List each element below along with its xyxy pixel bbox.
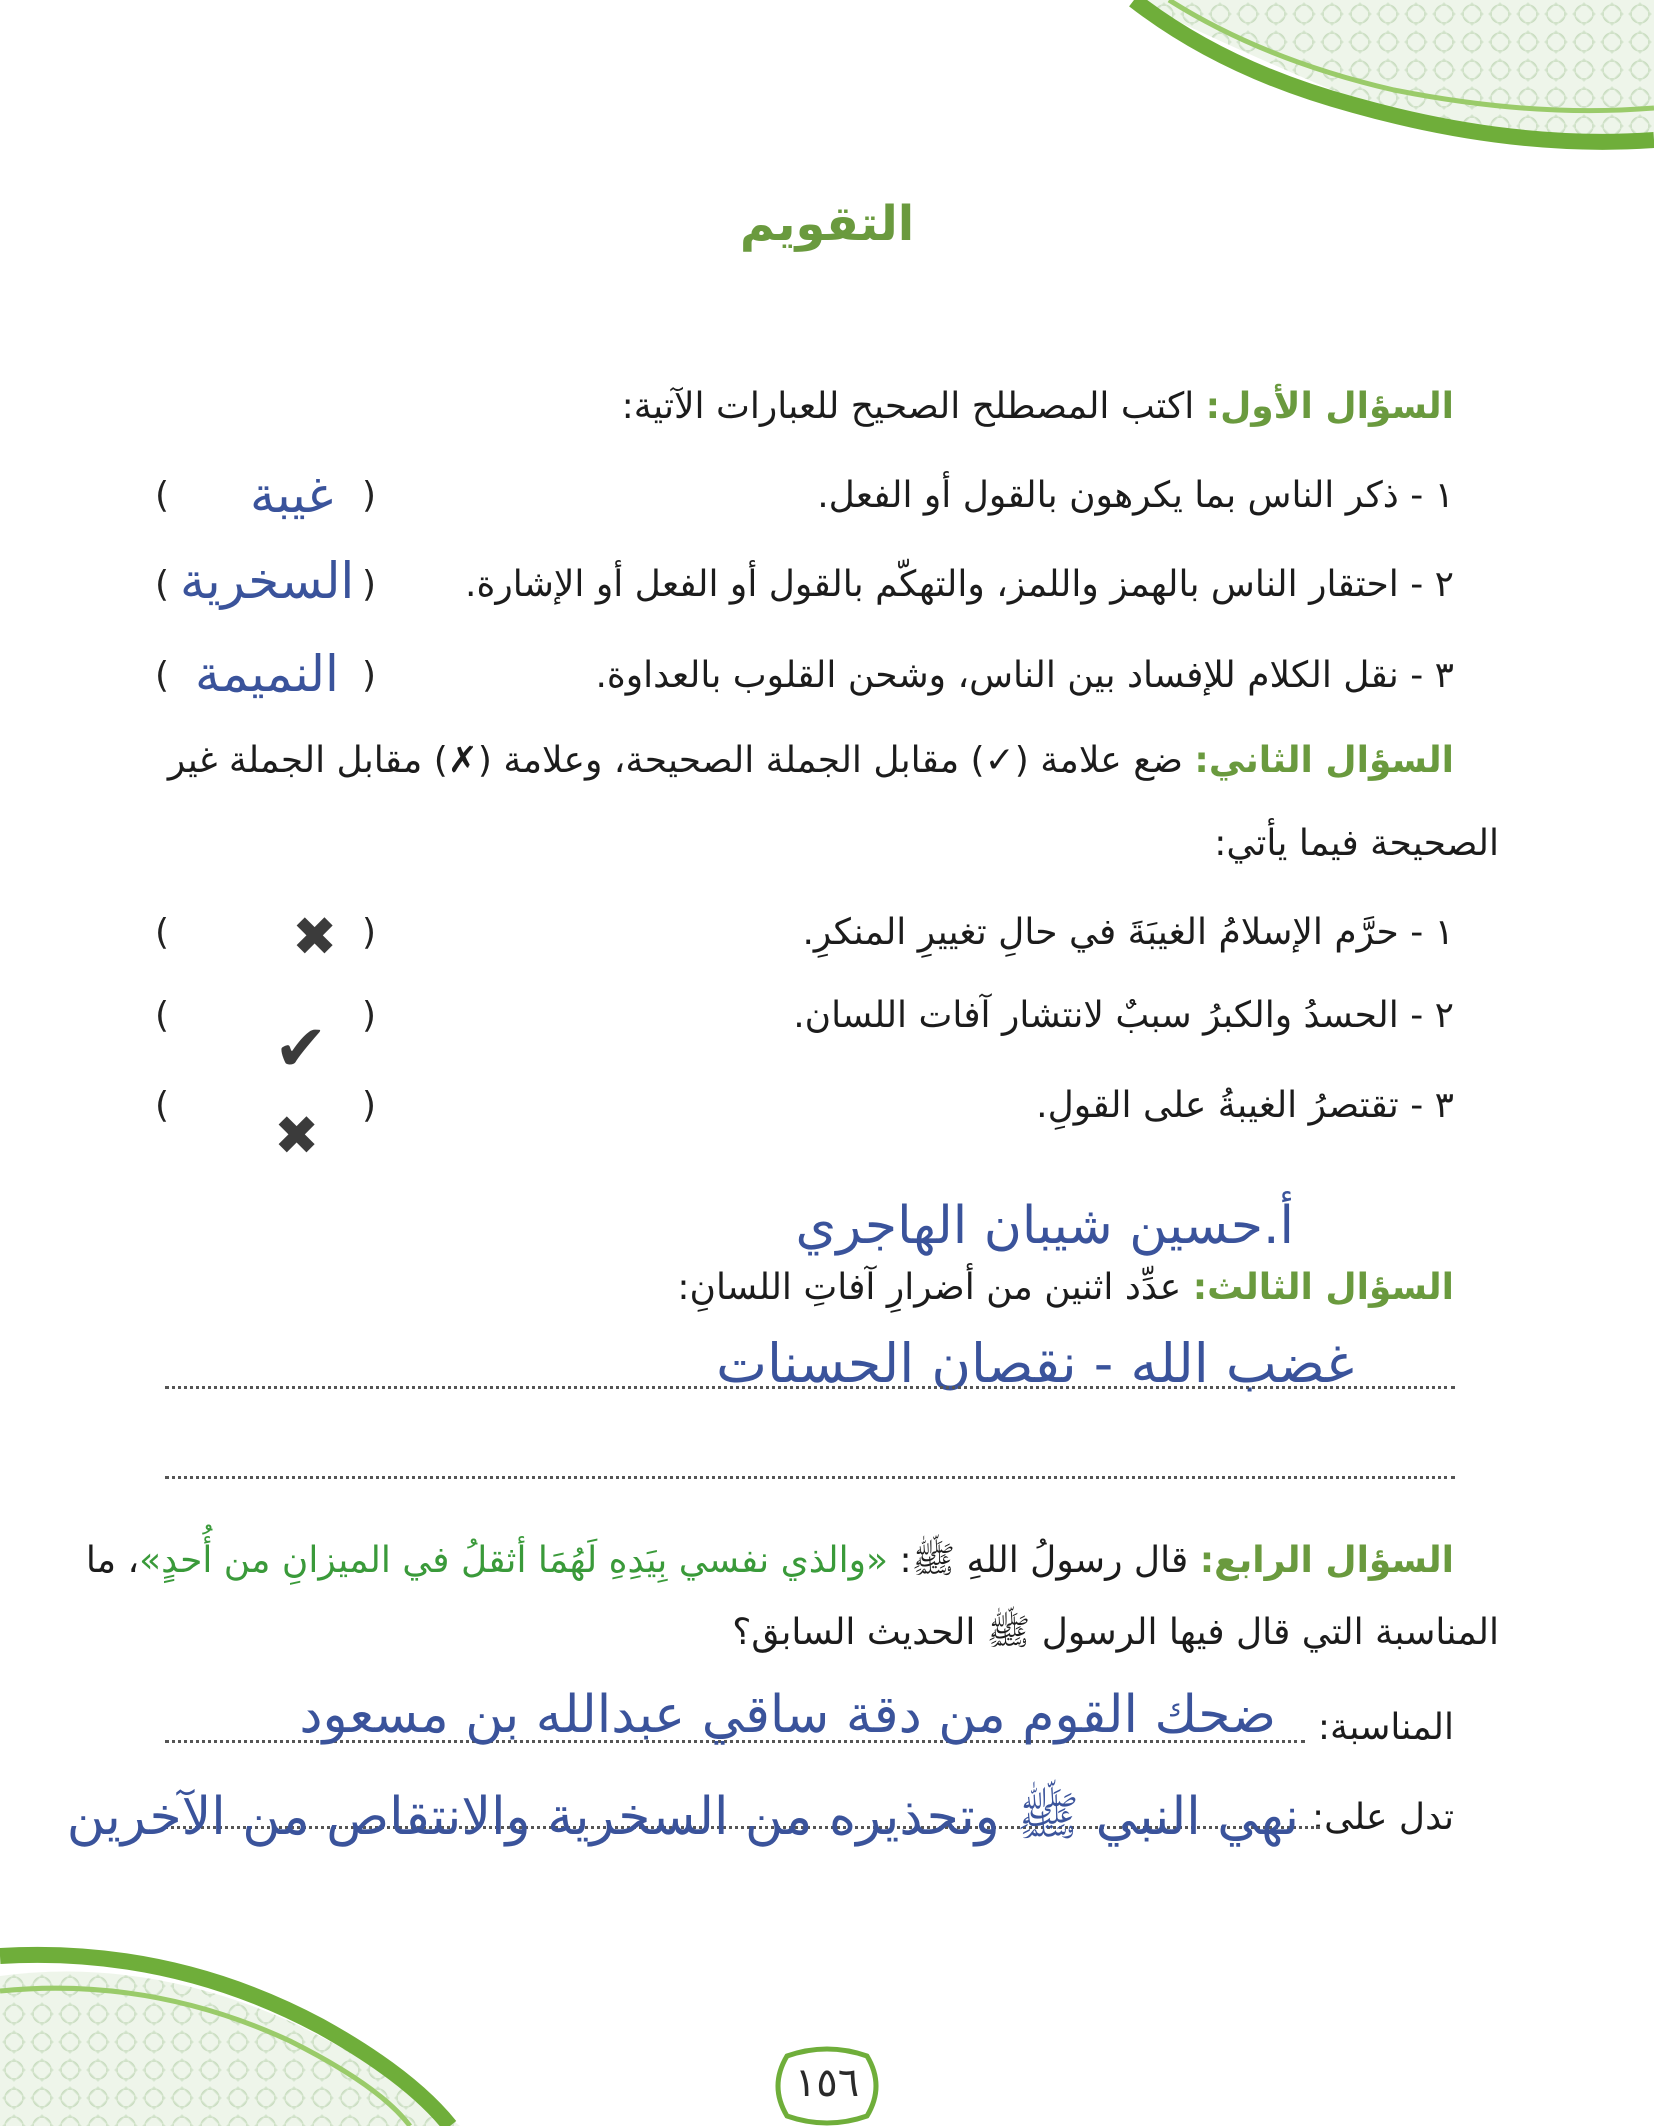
question-1 (622, 386, 1454, 427)
paren-close: ) (155, 564, 170, 605)
paren-open: ( (362, 564, 377, 605)
top-corner-decoration (1094, 0, 1654, 200)
occasion-answer: ضحك القوم من دقة ساقي عبدالله بن مسعود (299, 1685, 1276, 1745)
question-4-label: السؤال الرابع: (1199, 1540, 1454, 1581)
question-2 (168, 740, 1454, 781)
hadith-quote: «والذي نفسي بِيَدِهِ لَهُمَا أثقلُ في الميزانِ من أُحدٍ» (139, 1540, 889, 1581)
question-1-label: السؤال الأول: (1205, 386, 1454, 427)
question-1-text: اكتب المصطلح الصحيح للعبارات الآتية: (621, 386, 1195, 427)
paren-open: ( (362, 655, 377, 696)
q2-mark-2-check-icon: ✔ (274, 1012, 328, 1086)
occasion-label: المناسبة: (1317, 1707, 1454, 1748)
q3-answer: غضب الله - نقصان الحسنات (716, 1332, 1354, 1395)
question-2-line-2: الصحيحة فيما يأتي: (1214, 823, 1499, 864)
paren-open: ( (362, 995, 377, 1036)
paren-open: ( (362, 1085, 377, 1126)
page-title: التقويم (739, 196, 915, 252)
bottom-corner-decoration (0, 1916, 460, 2126)
q2-item-2: ٢ - الحسدُ والكبرُ سببٌ لانتشار آفات اللسان. (793, 995, 1454, 1036)
paren-close: ) (155, 912, 170, 953)
answer-line (165, 1386, 1455, 1389)
q1-item-2: ٢ - احتقار الناس بالهمز واللمز، والتهكّم بالقول أو الفعل أو الإشارة. (465, 564, 1454, 605)
indicates-label: تدل على: (1311, 1797, 1454, 1838)
question-4-text: قال رسولُ اللهِ ﷺ: (899, 1540, 1189, 1581)
q2-mark-3-cross-icon: ✖ (274, 1104, 320, 1167)
paren-close: ) (155, 655, 170, 696)
paren-close: ) (155, 475, 170, 516)
question-3-text: عدِّد اثنين من أضرارِ آفاتِ اللسانِ: (677, 1267, 1182, 1308)
q2-mark-1-cross-icon: ✖ (292, 905, 338, 968)
question-3-label: السؤال الثالث: (1192, 1267, 1454, 1308)
q1-item-3: ٣ - نقل الكلام للإفساد بين الناس، وشحن القلوب بالعداوة. (595, 655, 1454, 696)
question-3 (677, 1267, 1454, 1308)
q1-answer-3: النميمة (195, 645, 339, 703)
q2-item-3: ٣ - تقتصرُ الغيبةُ على القولِ. (1036, 1085, 1454, 1126)
answer-line (165, 1476, 1455, 1479)
page-number: ١٥٦ (794, 2060, 860, 2106)
q2-item-1: ١ - حرَّم الإسلامُ الغيبَةَ في حالِ تغييرِ المنكرِ. (802, 912, 1454, 953)
indicates-answer: نهي النبي ﷺ وتحذيره من السخرية والانتقاص من الآخرين (66, 1787, 1299, 1847)
q1-answer-2: السخرية (180, 552, 355, 610)
paren-open: ( (362, 912, 377, 953)
paren-close: ) (155, 995, 170, 1036)
question-4-line-2: المناسبة التي قال فيها الرسول ﷺ الحديث السابق؟ (732, 1612, 1499, 1653)
q1-item-1: ١ - ذكر الناس بما يكرهون بالقول أو الفعل. (817, 475, 1454, 516)
question-4-tail: ، ما (85, 1540, 140, 1581)
teacher-signature: أ.حسين شيبان الهاجري (795, 1196, 1294, 1256)
question-2-label: السؤال الثاني: (1194, 740, 1454, 781)
question-4 (86, 1538, 1454, 1590)
q1-answer-1: غيبة (250, 466, 334, 524)
paren-close: ) (155, 1085, 170, 1126)
question-2-text: ضع علامة (✓) مقابل الجملة الصحيحة، وعلامة (✗) مقابل الجملة غير (167, 740, 1183, 781)
paren-open: ( (362, 475, 377, 516)
